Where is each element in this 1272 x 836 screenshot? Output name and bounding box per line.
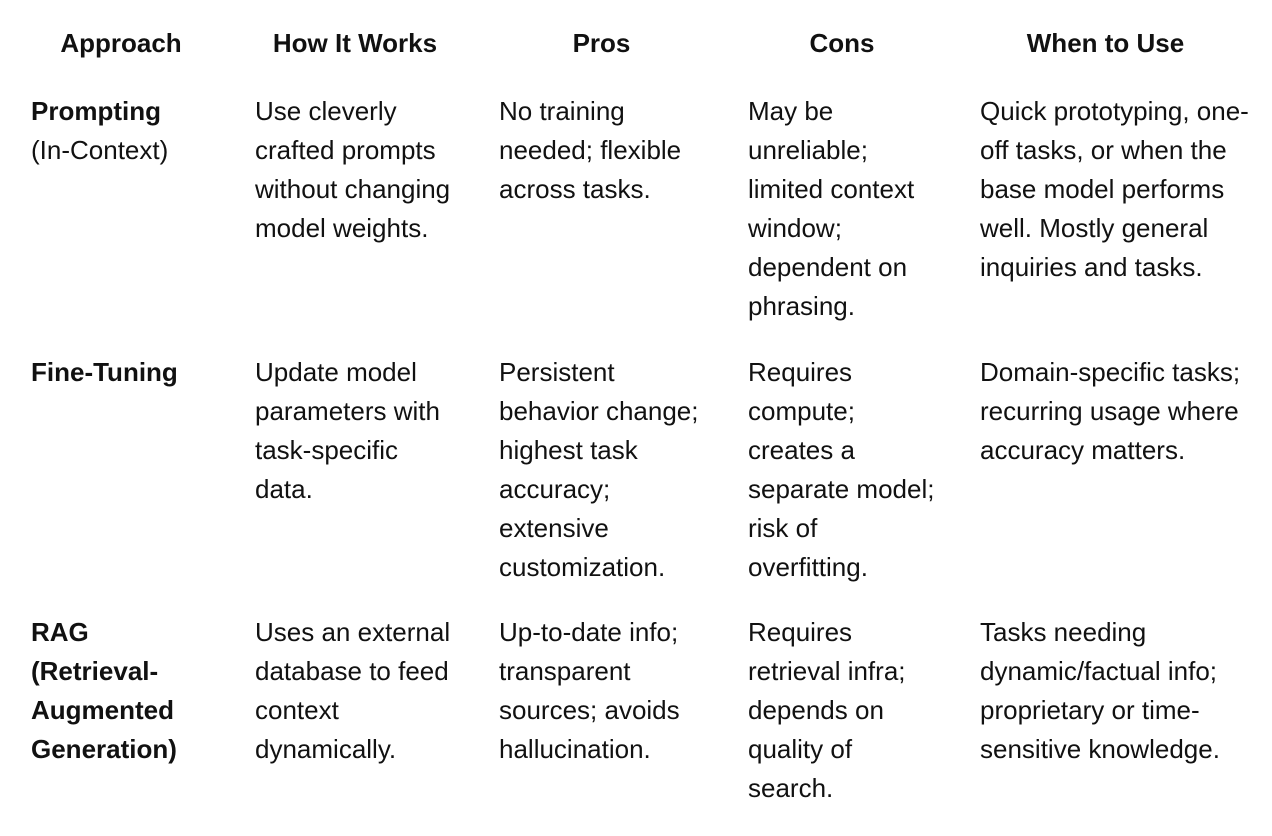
table-row — [0, 353, 1272, 613]
header-pros: Pros — [572, 28, 631, 58]
header-how-it-works: How It Works — [272, 28, 438, 58]
table-row — [0, 613, 1272, 836]
pros-cell: No training needed; flexible across tasks. — [499, 96, 682, 204]
pros-cell: Persistent behavior change; highest task accuracy; extensive customization. — [499, 357, 699, 582]
how-it-works-cell: Uses an external database to feed context dynamically. — [255, 617, 451, 764]
approach-cell — [0, 353, 224, 613]
header-when-to-use: When to Use — [1026, 28, 1185, 58]
approach-name: RAG (Retrieval-Augmented Generation) — [31, 617, 177, 764]
approach-subtitle: (In-Context) — [31, 134, 169, 165]
approach-name: Fine-Tuning — [31, 357, 178, 387]
approach-cell — [0, 613, 224, 836]
when-to-use-cell: Domain-specific tasks; recurring usage where accuracy matters. — [980, 357, 1241, 465]
header-cons: Cons — [809, 28, 875, 58]
when-to-use-cell: Quick prototyping, one-off tasks, or when the base model performs well. Mostly general inquiries and tasks. — [980, 96, 1249, 282]
how-it-works-cell: Use cleverly crafted prompts without changing model weights. — [255, 96, 451, 243]
table-header-row — [0, 0, 1272, 92]
cons-cell: May be unreliable; limited context window; dependent on phrasing. — [748, 96, 915, 321]
approach-name: Prompting — [31, 96, 161, 126]
cons-cell: Requires retrieval infra; depends on quality of search. — [748, 617, 906, 803]
header-approach: Approach — [60, 28, 182, 58]
when-to-use-cell: Tasks needing dynamic/factual info; proprietary or time-sensitive knowledge. — [980, 617, 1220, 764]
how-it-works-cell: Update model parameters with task-specific data. — [255, 357, 440, 504]
table-row — [0, 92, 1272, 353]
pros-cell: Up-to-date info; transparent sources; avoids hallucination. — [499, 617, 680, 764]
cons-cell: Requires compute; creates a separate model; risk of overfitting. — [748, 357, 935, 582]
approach-cell — [0, 92, 224, 353]
